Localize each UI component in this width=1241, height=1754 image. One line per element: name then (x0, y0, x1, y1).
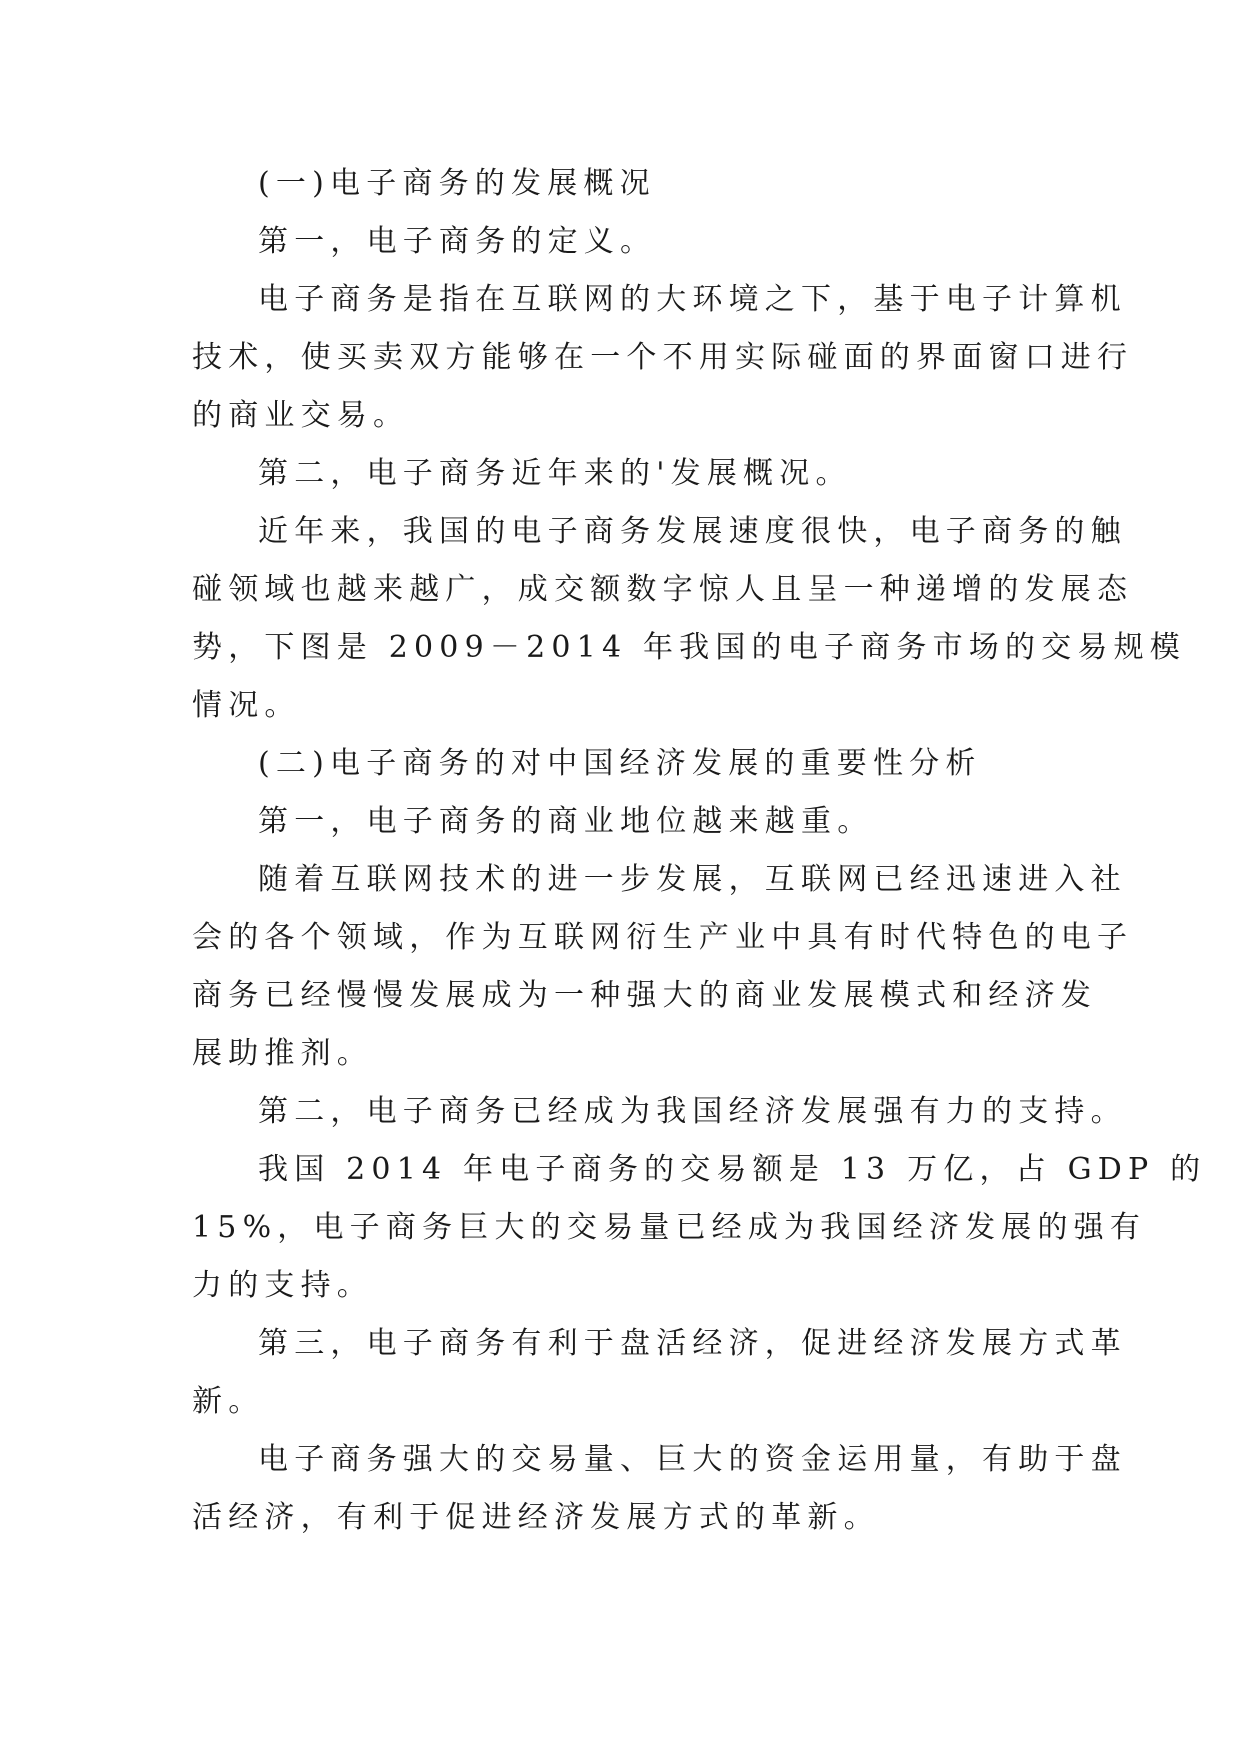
subheading-support: 第二，电子商务已经成为我国经济发展强有力的支持。 (258, 1094, 1127, 1129)
paragraph-line: 我国 2014 年电子商务的交易额是 13 万亿，占 GDP 的 (258, 1152, 1207, 1187)
paragraph-line: 电子商务是指在互联网的大环境之下，基于电子计算机 (258, 282, 1127, 317)
paragraph-line: 碰领域也越来越广，成交额数字惊人且呈一种递增的发展态 (192, 572, 1134, 607)
paragraph-line: 会的各个领域，作为互联网衍生产业中具有时代特色的电子 (192, 920, 1134, 955)
paragraph-line: 15%，电子商务巨大的交易量已经成为我国经济发展的强有 (192, 1210, 1147, 1245)
paragraph-line: 新。 (192, 1384, 265, 1419)
paragraph-line: 力的支持。 (192, 1268, 373, 1303)
section-heading-1: (一)电子商务的发展概况 (258, 166, 656, 201)
paragraph-line: 势，下图是 2009－2014 年我国的电子商务市场的交易规模 (192, 630, 1186, 665)
subheading-definition: 第一，电子商务的定义。 (258, 224, 657, 259)
paragraph-line: 商务已经慢慢发展成为一种强大的商业发展模式和经济发 (192, 978, 1097, 1013)
paragraph-line: 展助推剂。 (192, 1036, 373, 1071)
paragraph-line: 技术，使买卖双方能够在一个不用实际碰面的界面窗口进行 (192, 340, 1134, 375)
subheading-revitalize: 第三，电子商务有利于盘活经济，促进经济发展方式革 (258, 1326, 1127, 1361)
paragraph-line: 情况。 (192, 688, 301, 723)
paragraph-line: 近年来，我国的电子商务发展速度很快，电子商务的触 (258, 514, 1127, 549)
subheading-status: 第一，电子商务的商业地位越来越重。 (258, 804, 874, 839)
subheading-development: 第二，电子商务近年来的'发展概况。 (258, 456, 852, 491)
paragraph-line: 的商业交易。 (192, 398, 410, 433)
paragraph-line: 随着互联网技术的进一步发展，互联网已经迅速进入社 (258, 862, 1127, 897)
section-heading-2: (二)电子商务的对中国经济发展的重要性分析 (258, 746, 982, 781)
paragraph-line: 电子商务强大的交易量、巨大的资金运用量，有助于盘 (258, 1442, 1127, 1477)
paragraph-line: 活经济，有利于促进经济发展方式的革新。 (192, 1500, 880, 1535)
